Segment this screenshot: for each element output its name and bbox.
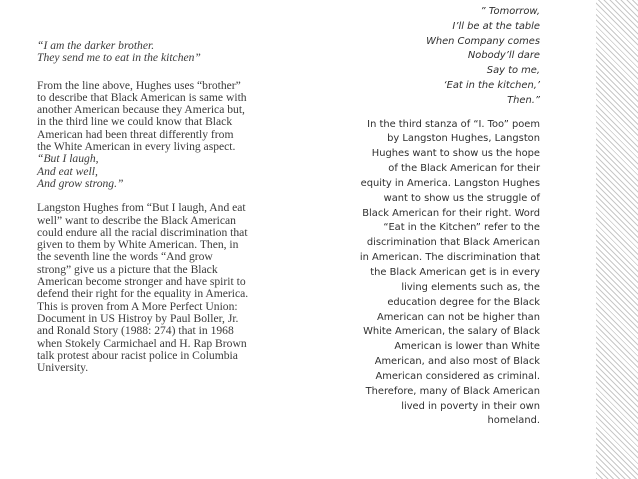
analysis-line: lived in poverty in their own xyxy=(401,400,540,412)
opening-quote xyxy=(37,40,287,65)
analysis-line: education degree for the Black xyxy=(387,296,540,308)
analysis-paragraph-1 xyxy=(37,80,287,154)
poem-line: When Company comes xyxy=(426,35,540,47)
analysis-line: American, and also most of Black xyxy=(374,356,540,368)
analysis-line: want to show us the struggle of xyxy=(383,192,540,204)
paragraph-line: could endure all the racial discrimination that xyxy=(37,225,248,239)
analysis-line: American is lower than White xyxy=(394,341,540,353)
poem-line: ‘Eat in the kitchen,’ xyxy=(443,79,540,91)
analysis-line: “Eat in the Kitchen” refer to the xyxy=(383,222,540,234)
analysis-line: American can not be higher than xyxy=(376,311,540,323)
left-column xyxy=(37,40,287,374)
paragraph-line: given to them by White American. Then, in xyxy=(37,238,239,252)
analysis-line: Therefore, many of Black American xyxy=(365,385,540,397)
analysis-line: In the third stanza of “I. Too” poem xyxy=(367,118,540,130)
quote-line: “But I laugh, xyxy=(37,152,99,166)
paragraph-line: and Ronald Story (1988: 274) that in 1968 xyxy=(37,324,234,338)
paragraph-line: strong” give us a picture that the Black xyxy=(37,262,218,276)
quote-line: They send me to eat in the kitchen” xyxy=(37,51,201,65)
poem-line: I’ll be at the table xyxy=(452,20,540,32)
quote-line: “I am the darker brother. xyxy=(37,39,155,52)
paragraph-line: American become stronger and have spirit to xyxy=(37,275,246,289)
paragraph-line: another American because they America but, xyxy=(37,103,245,117)
paragraph-line: American had been threat differently from xyxy=(37,127,234,141)
paragraph-line: defend their right for the equality in America. xyxy=(37,287,249,301)
poem-line: Say to me, xyxy=(486,65,540,77)
poem-stanza xyxy=(343,5,543,109)
paragraph-line: From the line above, Hughes uses “brother” xyxy=(37,78,241,92)
analysis-line: in American. The discrimination that xyxy=(359,252,540,264)
analysis-line: Hughes want to show us the hope xyxy=(371,148,540,160)
paragraph-line: Langston Hughes from “But I laugh, And eat xyxy=(37,201,246,215)
analysis-line: the Black American get is in every xyxy=(370,267,540,279)
analysis-line: of the Black American for their xyxy=(388,163,540,175)
analysis-line: equity in America. Langston Hughes xyxy=(360,177,540,189)
paragraph-line: the seventh line the words “And grow xyxy=(37,250,213,264)
second-quote xyxy=(37,153,287,190)
paragraph-line: talk protest abour racist police in Columbia xyxy=(37,348,238,362)
paragraph-line: well” want to describe the Black American xyxy=(37,213,236,227)
paragraph-line: in the third line we could know that Black xyxy=(37,115,233,129)
stanza-analysis xyxy=(343,118,543,430)
right-column xyxy=(343,5,543,429)
analysis-line: Black American for their right. Word xyxy=(362,207,540,219)
analysis-line: White American, the salary of Black xyxy=(363,326,540,338)
poem-line: Nobody’ll dare xyxy=(467,50,540,62)
paragraph-line: University. xyxy=(37,361,89,375)
quote-line: And grow strong.” xyxy=(37,176,124,190)
quote-line: And eat well, xyxy=(37,164,98,178)
paragraph-line: Document in US Histroy by Paul Boller, Jr. xyxy=(37,311,239,325)
poem-line: Then.” xyxy=(507,94,540,106)
analysis-line: American considered as criminal. xyxy=(375,370,540,382)
paragraph-line: when Stokely Carmichael and H. Rap Brown xyxy=(37,336,247,350)
decorative-hatched-border xyxy=(596,0,638,479)
analysis-line: homeland. xyxy=(487,415,540,427)
analysis-line: living elements such as, the xyxy=(401,281,540,293)
analysis-line: by Langston Hughes, Langston xyxy=(387,133,540,145)
paragraph-line: This is proven from A More Perfect Union: xyxy=(37,299,238,313)
paragraph-line: to describe that Black American is same with xyxy=(37,90,247,104)
paragraph-line: the White American in every living aspect. xyxy=(37,140,236,154)
analysis-paragraph-2 xyxy=(37,202,287,374)
poem-line: ” Tomorrow, xyxy=(480,6,540,17)
analysis-line: discrimination that Black American xyxy=(366,237,540,249)
